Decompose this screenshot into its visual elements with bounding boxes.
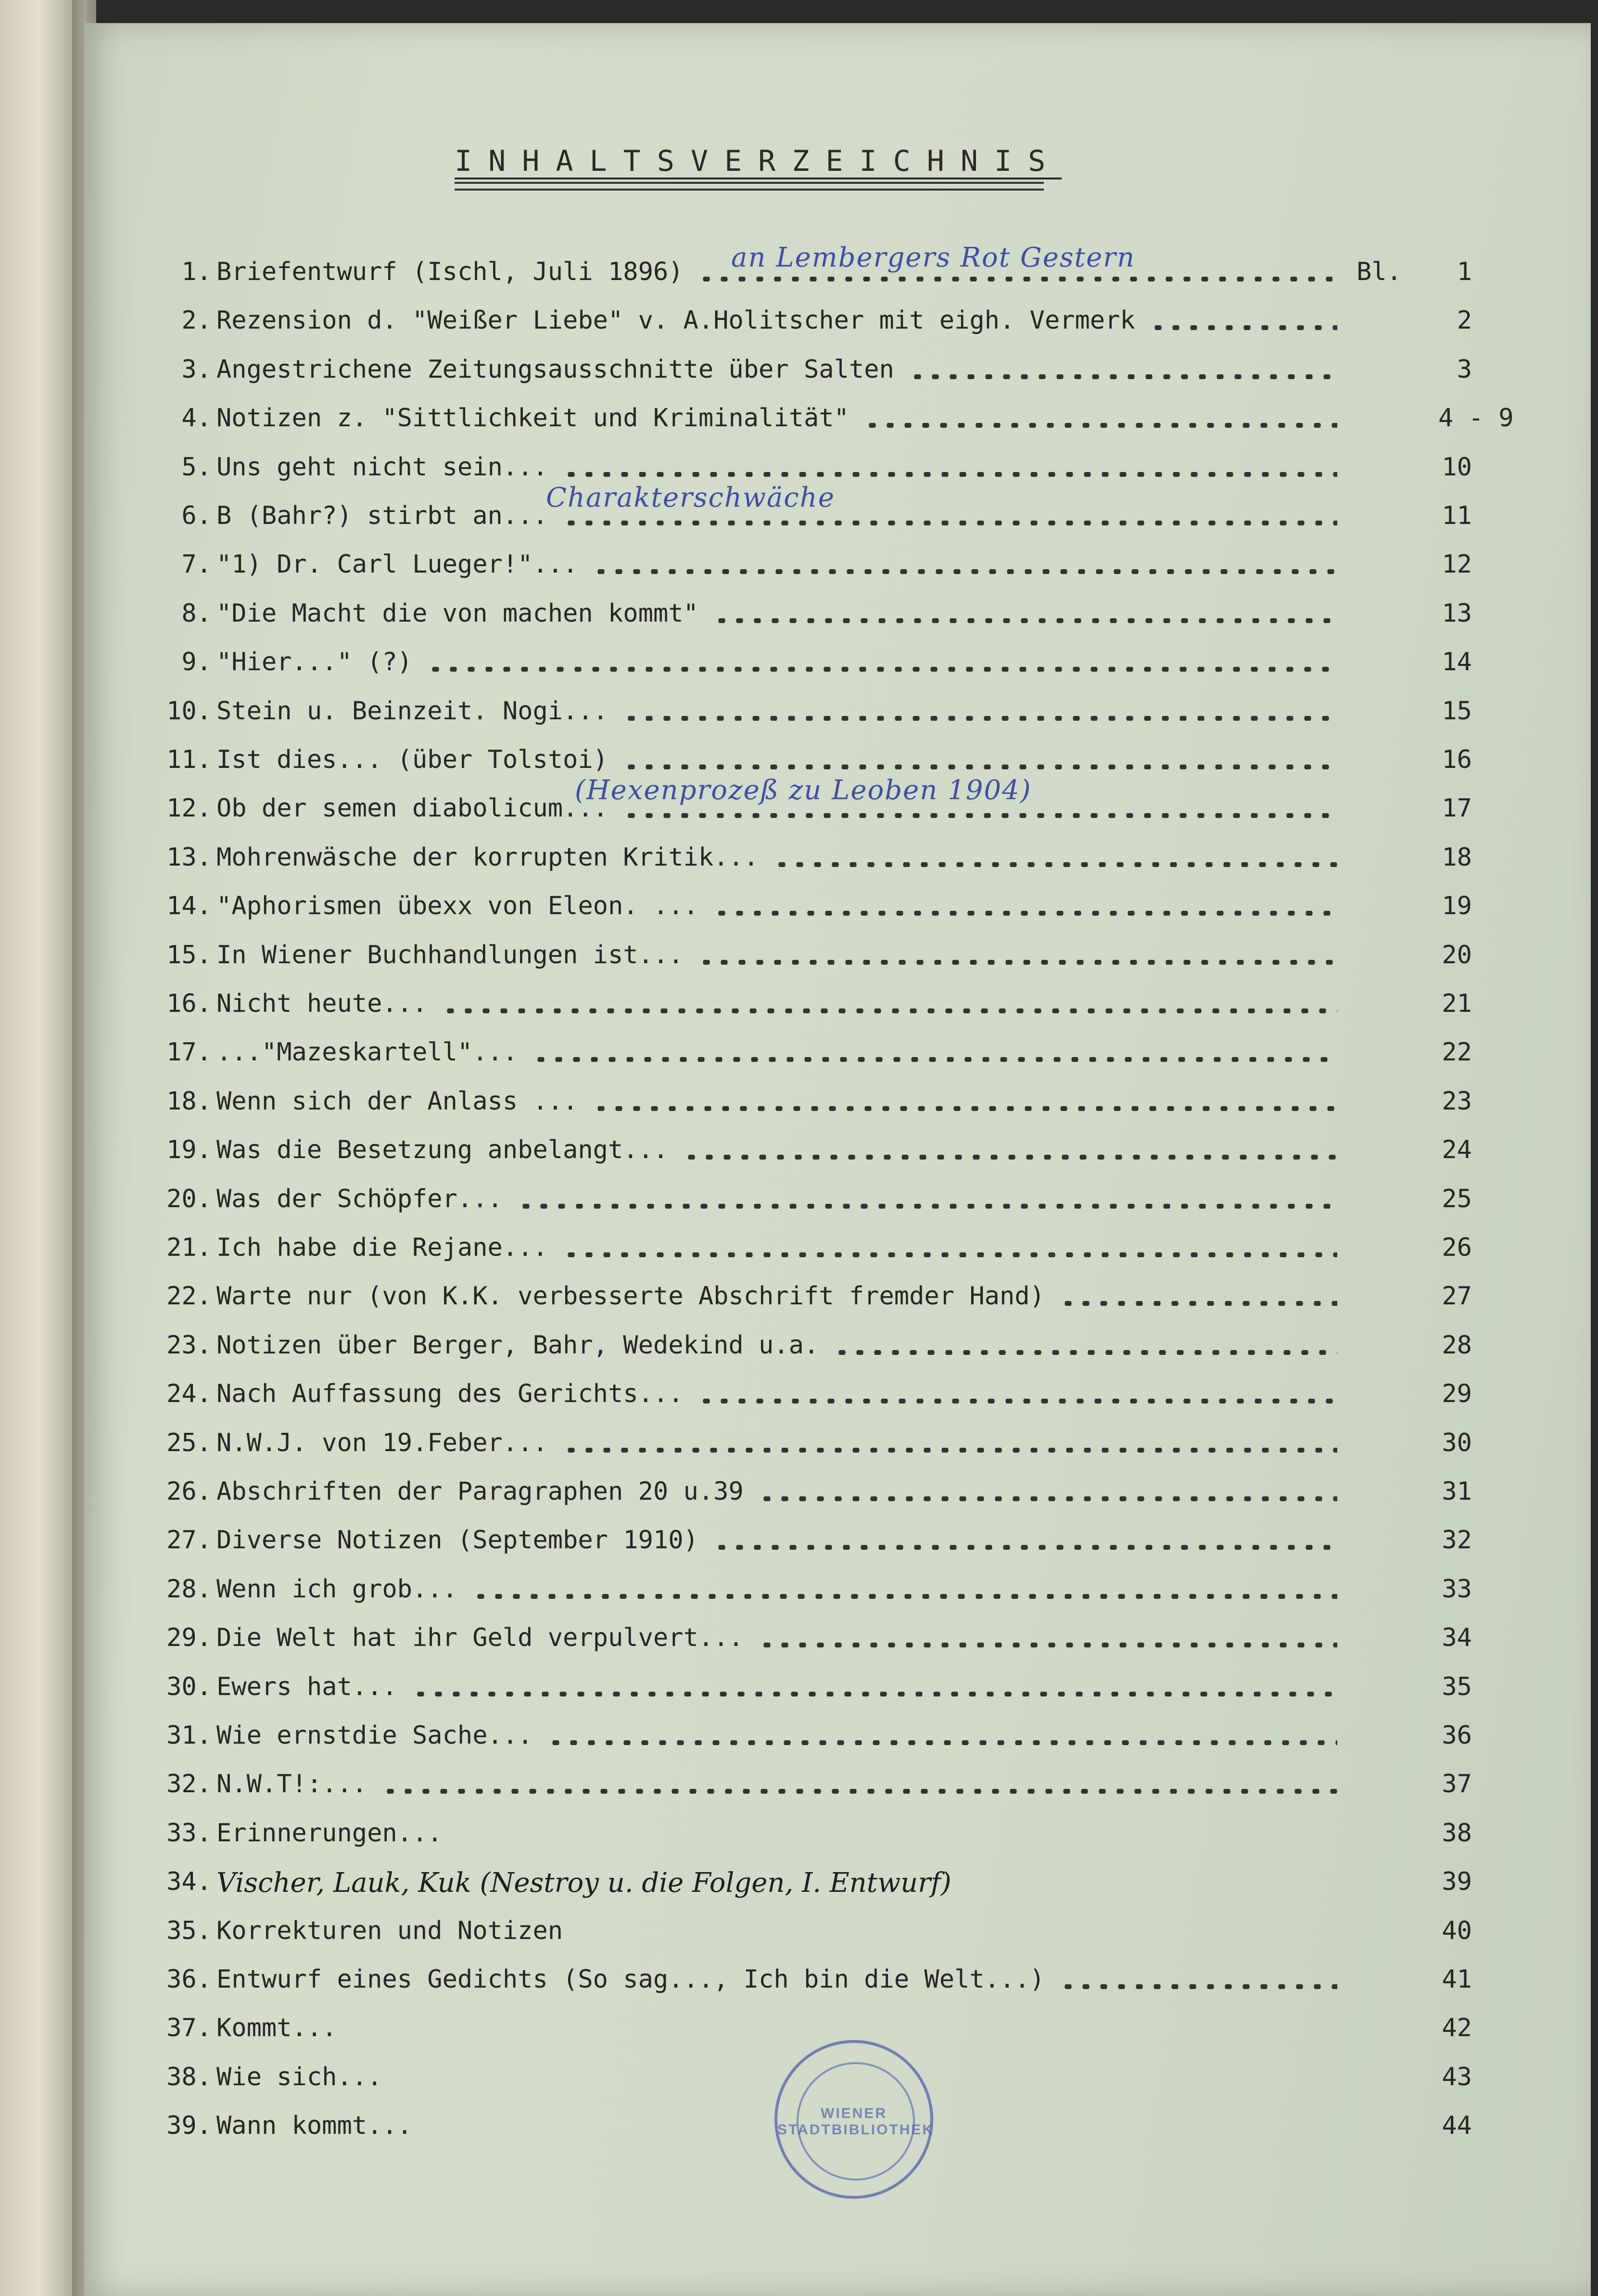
list-item [140,404,1583,442]
entry-number: 34. [166,1867,212,1897]
list-item [140,1087,1583,1125]
dot-leader [622,716,1337,721]
entry-title: Ewers hat... [216,1672,397,1701]
entry-number: 39. [166,2111,212,2141]
list-item [140,989,1583,1028]
list-item [140,1526,1583,1564]
dot-leader [758,1496,1338,1501]
list-item [140,1477,1583,1516]
page-number: 35 [1442,1672,1472,1701]
dot-leader [713,618,1337,623]
dot-leader [698,277,1332,281]
page-number: 12 [1442,550,1472,579]
page-number: 42 [1442,2014,1472,2043]
entry-number: 30. [166,1672,212,1701]
entry-number: 22. [166,1282,212,1311]
page-number: 40 [1442,1916,1472,1945]
entry-title: Diverse Notizen (September 1910) [216,1526,698,1555]
dot-leader [532,1057,1337,1062]
entry-title: Nicht heute... [216,989,428,1018]
page-number: 13 [1442,599,1472,628]
dot-leader [427,667,1337,672]
dot-leader [698,1399,1337,1403]
entry-title: Notizen über Berger, Bahr, Wedekind u.a. [216,1330,819,1360]
dot-leader [863,423,1337,428]
dot-leader [773,862,1337,867]
page-number: 4 - 9 [1438,404,1514,433]
entry-number: 2. [181,306,212,335]
dot-leader [683,1155,1337,1160]
entry-number: 11. [166,745,212,774]
page-number: 1 [1457,257,1472,286]
page-number: 37 [1442,1770,1472,1799]
entry-number: 6. [181,501,212,530]
entry-number: 28. [166,1574,212,1604]
entry-title: "Die Macht die von machen kommt" [216,599,698,628]
page-number: 32 [1442,1526,1472,1555]
entry-title: Briefentwurf (Ischl, Juli 1896) [216,257,684,286]
page-number: 2 [1457,306,1472,335]
entry-title: Wie ernstdie Sache... [216,1721,533,1750]
entry-title: Korrekturen und Notizen [216,1916,563,1945]
entry-title: Nach Auffassung des Gerichts... [216,1379,684,1409]
entry-number: 14. [166,892,212,921]
entry-number: 25. [166,1428,212,1457]
list-item [140,648,1583,686]
list-item [140,453,1583,491]
page-number: 3 [1457,355,1472,384]
page-number: 25 [1442,1184,1472,1213]
page-number: 39 [1442,1867,1472,1897]
sheet-label: Bl. [1357,257,1402,286]
list-item [140,1233,1583,1272]
dot-leader [442,1008,1337,1013]
entry-number: 3. [181,355,212,384]
dot-leader [562,521,1337,525]
page-number: 22 [1442,1038,1472,1067]
page-number: 15 [1442,696,1472,726]
page-number: 41 [1442,1965,1472,1994]
entry-title: "Hier..." (?) [216,648,412,677]
page-number: 44 [1442,2111,1472,2141]
dot-leader [547,1740,1337,1745]
list-item [140,1379,1583,1418]
entry-title: Ist dies... (über Tolstoi) [216,745,608,774]
entry-number: 33. [166,1818,212,1848]
entry-number: 5. [181,452,212,482]
page-number: 16 [1442,745,1472,774]
entry-number: 8. [181,599,212,628]
handwritten-annotation: (Hexenprozeß zu Leoben 1904) [575,775,1032,806]
list-item [140,1965,1583,2003]
page-number: 20 [1442,940,1472,969]
list-item [140,697,1583,735]
list-item [140,1135,1583,1174]
page-number: 26 [1442,1233,1472,1262]
entry-number: 29. [166,1623,212,1653]
list-item [140,599,1583,638]
entry-number: 15. [166,940,212,969]
entry-title: Was die Besetzung anbelangt... [216,1135,669,1165]
entry-title: Wie sich... [216,2062,382,2092]
list-item [140,306,1583,344]
list-item [140,501,1583,540]
entry-number: 10. [166,696,212,726]
page-number: 31 [1442,1477,1472,1506]
entry-number: 7. [181,550,212,579]
dot-leader [562,1252,1337,1257]
dot-leader [592,1106,1337,1111]
list-item [140,1770,1583,1808]
dot-leader [472,1594,1337,1599]
entry-title: Notizen z. "Sittlichkeit und Kriminalität" [216,404,849,433]
entry-number: 16. [166,989,212,1018]
page-number: 27 [1442,1282,1472,1311]
list-item [140,1721,1583,1760]
list-item [140,1916,1583,1955]
page-number: 34 [1442,1623,1472,1653]
entry-number: 20. [166,1184,212,1213]
page-number: 19 [1442,892,1472,921]
entry-number: 31. [166,1721,212,1750]
entry-number: 35. [166,1916,212,1945]
dot-leader [381,1789,1337,1794]
page-number: 18 [1442,842,1472,872]
dot-leader [833,1350,1337,1355]
dot-leader [1059,1984,1338,1989]
entry-title: Wenn ich grob... [216,1574,457,1604]
entry-title: Entwurf eines Gedichts (So sag..., Ich bin die Welt...) [216,1965,1045,1994]
page-number: 21 [1442,989,1472,1018]
entry-title: Abschriften der Paragraphen 20 u.39 [216,1477,744,1506]
entry-number: 36. [166,1965,212,1994]
entry-title: Rezension d. "Weißer Liebe" v. A.Holitscher mit eigh. Vermerk [216,306,1135,335]
entry-title: Kommt... [216,2014,337,2043]
entry-title: Vischer, Lauk, Kuk (Nestroy u. die Folgen, I. Entwurf) [216,1867,951,1899]
entry-number: 1. [181,257,212,286]
entry-title: Ich habe die Rejane... [216,1233,548,1262]
dot-leader [1059,1301,1338,1306]
entry-title: "Aphorismen übexx von Eleon. ... [216,892,698,921]
entry-title: Warte nur (von K.K. verbesserte Abschrift fremder Hand) [216,1282,1045,1311]
entry-title: N.W.T!:... [216,1770,368,1799]
dot-leader [758,1643,1338,1647]
dot-leader [698,960,1337,965]
entry-title: ..."Mazeskartell"... [216,1038,518,1067]
list-item [140,1185,1583,1223]
dot-leader [592,569,1337,574]
page-number: 36 [1442,1721,1472,1750]
list-item [140,1672,1583,1711]
page-title: INHALTSVERZEICHNIS [455,144,1062,178]
dot-leader [562,1448,1337,1453]
entry-title: N.W.J. von 19.Feber... [216,1428,548,1457]
entry-number: 4. [181,404,212,433]
page-number: 10 [1442,452,1472,482]
list-item [140,1331,1583,1369]
list-item [140,550,1583,588]
page-number: 29 [1442,1379,1472,1409]
page-number: 17 [1442,794,1472,823]
page-number: 30 [1442,1428,1472,1457]
entry-number: 37. [166,2014,212,2043]
list-item [140,1623,1583,1662]
list-item [140,1429,1583,1467]
list-item [140,1575,1583,1613]
dot-leader [909,374,1338,379]
list-item [140,843,1583,881]
dot-leader [713,911,1337,916]
entry-title: "1) Dr. Carl Lueger!"... [216,550,578,579]
entry-title: Ob der semen diabolicum... [216,794,608,823]
entry-title: Angestrichene Zeitungsausschnitte über Salten [216,355,894,384]
dot-leader [713,1545,1337,1550]
list-item [140,892,1583,930]
entry-title: Was der Schöpfer... [216,1184,503,1213]
dot-leader [1149,325,1337,330]
entry-number: 18. [166,1086,212,1116]
handwritten-annotation: an Lembergers Rot Gestern [731,242,1136,273]
page-number: 23 [1442,1086,1472,1116]
entry-title: Die Welt hat ihr Geld verpulvert... [216,1623,744,1653]
page-number: 11 [1442,501,1472,530]
entry-title: Wann kommt... [216,2111,412,2141]
entry-title: Uns geht nicht sein... [216,452,548,482]
page-number: 14 [1442,648,1472,677]
dot-leader [517,1204,1337,1209]
page-number: 24 [1442,1135,1472,1165]
dot-leader [622,765,1337,769]
entry-title: Wenn sich der Anlass ... [216,1086,578,1116]
list-item [140,1038,1583,1076]
entry-number: 17. [166,1038,212,1067]
dot-leader [622,813,1337,818]
entry-title: Stein u. Beinzeit. Nogi... [216,696,608,726]
entry-number: 38. [166,2062,212,2092]
page-number: 38 [1442,1818,1472,1848]
entry-title: Mohrenwäsche der korrupten Kritik... [216,842,759,872]
entry-number: 23. [166,1330,212,1360]
handwritten-annotation: Charakterschwäche [546,482,835,513]
entry-title: In Wiener Buchhandlungen ist... [216,940,684,969]
entry-number: 9. [181,648,212,677]
library-stamp [774,2040,933,2199]
list-item [140,941,1583,979]
list-item [140,1867,1583,1906]
entry-number: 26. [166,1477,212,1506]
entry-number: 32. [166,1770,212,1799]
entry-number: 27. [166,1526,212,1555]
entry-number: 24. [166,1379,212,1409]
page-number: 43 [1442,2062,1472,2092]
dot-leader [562,472,1337,477]
entry-title: Erinnerungen... [216,1818,443,1848]
entry-title: B (Bahr?) stirbt an... [216,501,548,530]
entry-number: 12. [166,794,212,823]
entry-number: 19. [166,1135,212,1165]
list-item [140,1282,1583,1320]
list-item [140,355,1583,394]
stamp-text: WIENER STADTBIBLIOTHEK [777,2105,935,2138]
dot-leader [412,1692,1337,1696]
page-number: 28 [1442,1330,1472,1360]
entry-number: 13. [166,842,212,872]
entry-number: 21. [166,1233,212,1262]
page-number: 33 [1442,1574,1472,1604]
list-item [140,1819,1583,1857]
